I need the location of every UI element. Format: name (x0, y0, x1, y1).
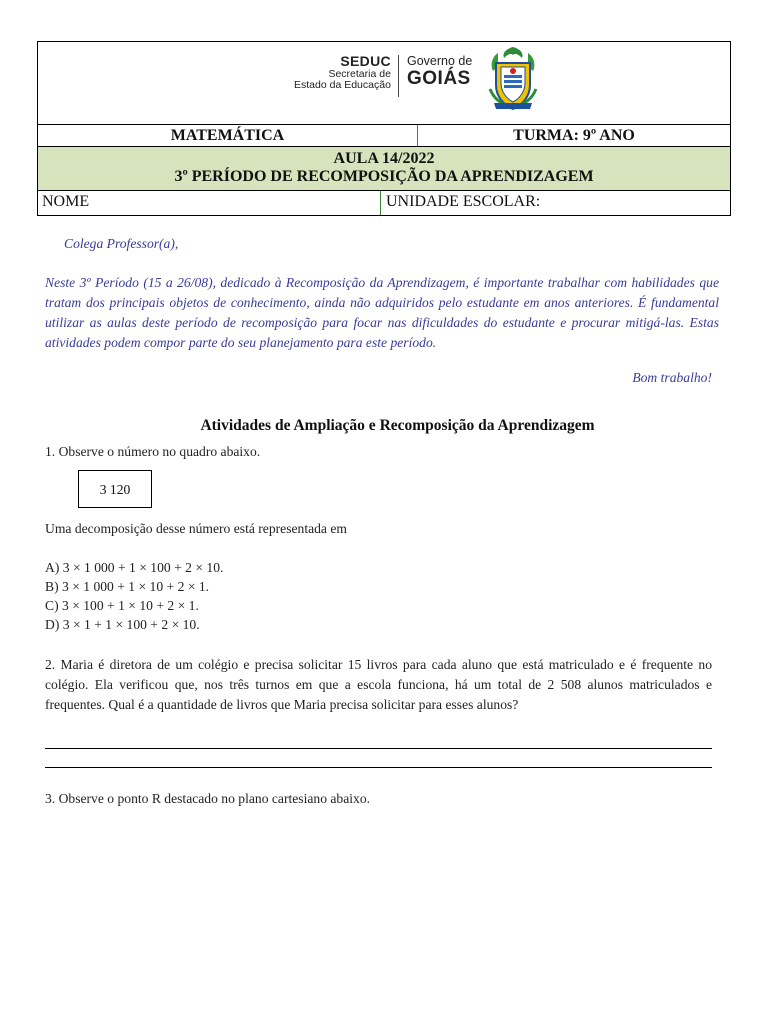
question-1-statement: Uma decomposição desse número está representada em (45, 521, 347, 536)
signoff-text: Bom trabalho! (632, 370, 712, 385)
answer-line-2 (45, 767, 712, 768)
lesson-band (38, 147, 730, 191)
name-field-label: NOME (38, 191, 381, 215)
goias-logo: Governo de GOIÁS (407, 54, 473, 89)
subject-row (38, 125, 730, 147)
option-b: B) 3 × 1 000 + 1 × 10 + 2 × 1. (45, 579, 210, 594)
section-title: Atividades de Ampliação e Recomposição da Aprendizagem (200, 417, 595, 434)
class-label: TURMA: 9º ANO (513, 127, 635, 144)
logo-divider (398, 55, 399, 97)
question-3-prompt: 3. Observe o ponto R destacado no plano cartesiano abaixo. (45, 791, 371, 806)
logo-banner (38, 42, 730, 125)
period-label: 3º PERÍODO DE RECOMPOSIÇÃO DA APRENDIZAGEM (174, 168, 594, 185)
coat-of-arms-icon (484, 45, 542, 113)
option-c: C) 3 × 100 + 1 × 10 + 2 × 1. (45, 598, 199, 613)
option-a: A) 3 × 1 000 + 1 × 100 + 2 × 10. (45, 560, 224, 575)
lesson-label: AULA 14/2022 (333, 150, 435, 167)
teacher-note-paragraph: Neste 3º Período (15 a 26/08), dedicado à Recomposição da Aprendizagem, é importante trabalhar com habilidades que tratam dos principais objetos de conhecimento, ainda não adquiridos pelo estudante em anos anteriores. É fundamental utilizar as aulas deste período de recomposição para focar nas dificuldades do estudante e procurar mitigá-las. Estas atividades podem compor parte do seu planejamento para este período. (45, 275, 719, 350)
teacher-greeting: Colega Professor(a), (64, 236, 179, 251)
student-info-row (38, 191, 730, 215)
question-2-text: 2. Maria é diretora de um colégio e precisa solicitar 15 livros para cada aluno que está matriculado e é frequente no colégio. Ela verificou que, nos três turnos em que a escola funciona, há um total de 2 508 alunos matriculados e frequentes. Qual é a quantidade de livros que Maria precisa solicitar para esses alunos? (45, 657, 712, 712)
subject-label: MATEMÁTICA (38, 125, 418, 146)
option-d: D) 3 × 1 + 1 × 100 + 2 × 10. (45, 617, 200, 632)
answer-line-1 (45, 748, 712, 749)
school-field-label: UNIDADE ESCOLAR: (386, 193, 541, 210)
question-1-prompt: 1. Observe o número no quadro abaixo. (45, 444, 261, 459)
number-box: 3 120 (78, 470, 152, 508)
seduc-logo: SEDUC Secretaria de Estado da Educação (294, 53, 391, 91)
header-table (37, 41, 731, 216)
